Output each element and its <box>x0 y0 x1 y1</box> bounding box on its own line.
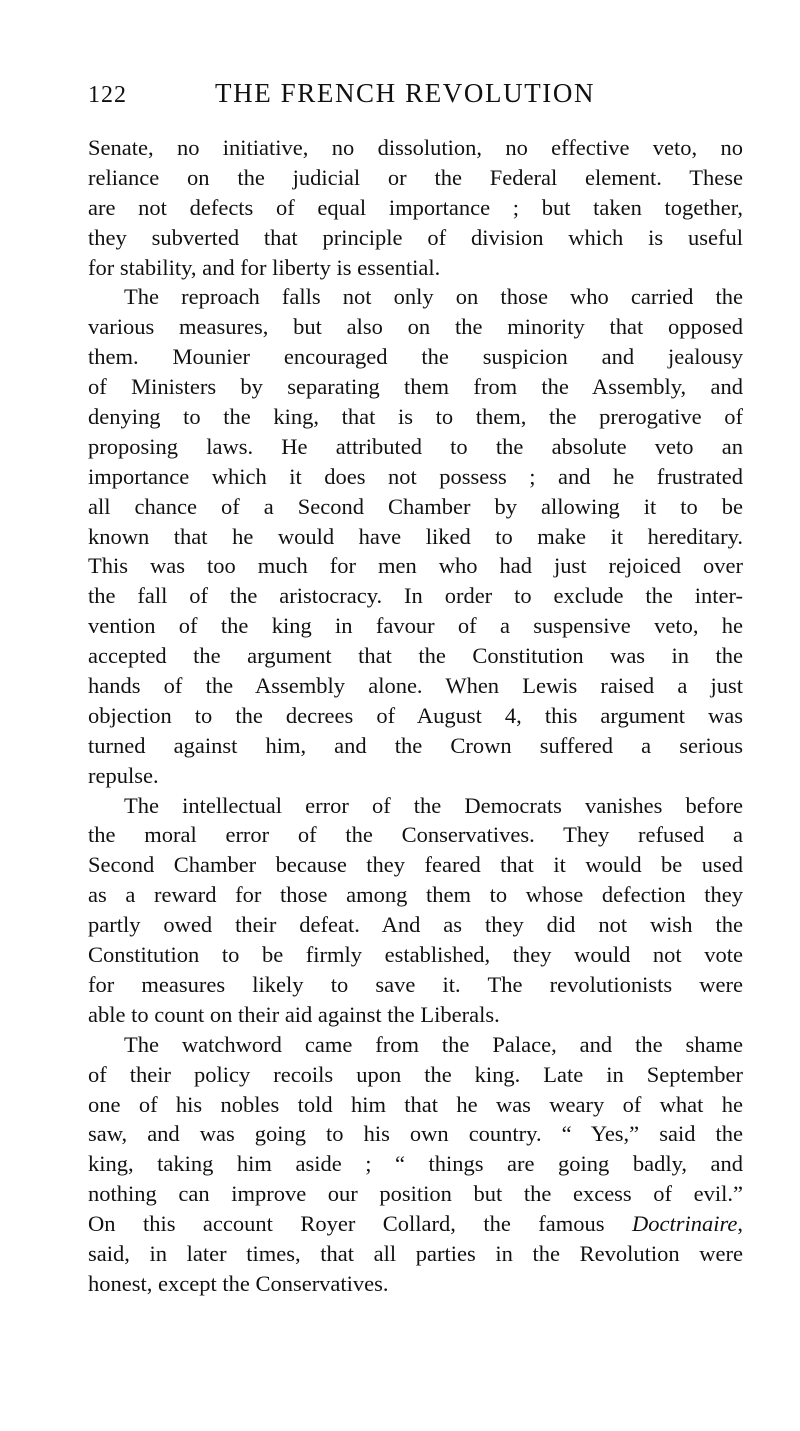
text-line: repulse. <box>88 762 159 788</box>
text-line: honest, except the Conservatives. <box>88 1270 389 1296</box>
text-line: of Ministers by separating them from the Assembly, and <box>88 374 743 400</box>
text-line: the moral error of the Conservatives. They refused a <box>88 822 743 848</box>
text-line: known that he would have liked to make it hereditary. <box>88 523 743 549</box>
text-line: one of his nobles told him that he was weary of what he <box>88 1091 743 1117</box>
body-text <box>88 133 743 1299</box>
text-line: are not defects of equal importance ; but taken together, <box>88 194 743 220</box>
text-line: said, in later times, that all parties in the Revolution were <box>88 1240 743 1266</box>
text-line: them. Mounier encouraged the suspicion and jealousy <box>88 344 743 370</box>
text-line: The intellectual error of the Democrats vanishes before <box>124 792 743 818</box>
text-line: able to count on their aid against the Liberals. <box>88 1001 500 1027</box>
text-line: The watchword came from the Palace, and the shame <box>124 1031 743 1057</box>
text-line: nothing can improve our position but the excess of evil.” <box>88 1181 743 1207</box>
text-line: denying to the king, that is to them, the prerogative of <box>88 404 743 430</box>
text-line: for stability, and for liberty is essential. <box>88 254 441 280</box>
text-line: all chance of a Second Chamber by allowing it to be <box>88 493 743 519</box>
running-title: THE FRENCH REVOLUTION <box>215 78 596 108</box>
text-line: accepted the argument that the Constitution was in the <box>88 643 743 669</box>
text-line: Constitution to be firmly established, they would not vote <box>88 942 743 968</box>
text-line: importance which it does not possess ; and he frustrated <box>88 463 743 489</box>
running-header <box>88 78 743 112</box>
text-line: various measures, but also on the minority that opposed <box>88 314 743 340</box>
text-line: hands of the Assembly alone. When Lewis raised a just <box>88 673 743 699</box>
text-line: king, taking him aside ; “ things are going badly, and <box>88 1151 743 1177</box>
text-line: This was too much for men who had just rejoiced over <box>88 553 743 579</box>
text-line: objection to the decrees of August 4, this argument was <box>88 702 743 728</box>
text-line: for measures likely to save it. The revolutionists were <box>88 971 743 997</box>
text-line: Second Chamber because they feared that it would be used <box>88 852 743 878</box>
text-line: The reproach falls not only on those who carried the <box>124 284 743 310</box>
text-line: saw, and was going to his own country. “ Yes,” said the <box>88 1121 743 1147</box>
paragraph <box>88 791 743 1030</box>
text-segment: On this account Royer Collard, the famous <box>88 1211 632 1237</box>
paragraph <box>88 282 743 790</box>
text-line: Senate, no initiative, no dissolution, no effective veto, no <box>88 135 743 160</box>
paragraph <box>88 133 743 282</box>
text-line: of their policy recoils upon the king. Late in September <box>88 1061 743 1087</box>
text-segment: , <box>737 1211 743 1237</box>
italic-term: Doctrinaire <box>631 1211 738 1237</box>
text-line: partly owed their defeat. And as they did not wish the <box>88 912 743 938</box>
text-line: vention of the king in favour of a suspensive veto, he <box>88 613 743 639</box>
text-line: turned against him, and the Crown suffered a serious <box>88 732 743 758</box>
page-number: 122 <box>88 82 127 108</box>
text-line: reliance on the judicial or the Federal element. These <box>88 164 743 190</box>
text-line: the fall of the aristocracy. In order to exclude the inter- <box>88 583 743 609</box>
paragraph <box>88 1030 743 1299</box>
text-line: as a reward for those among them to whose defection they <box>88 882 743 908</box>
text-line: they subverted that principle of division which is useful <box>88 224 743 250</box>
text-line <box>88 1209 743 1239</box>
text-line: proposing laws. He attributed to the absolute veto an <box>88 433 743 459</box>
